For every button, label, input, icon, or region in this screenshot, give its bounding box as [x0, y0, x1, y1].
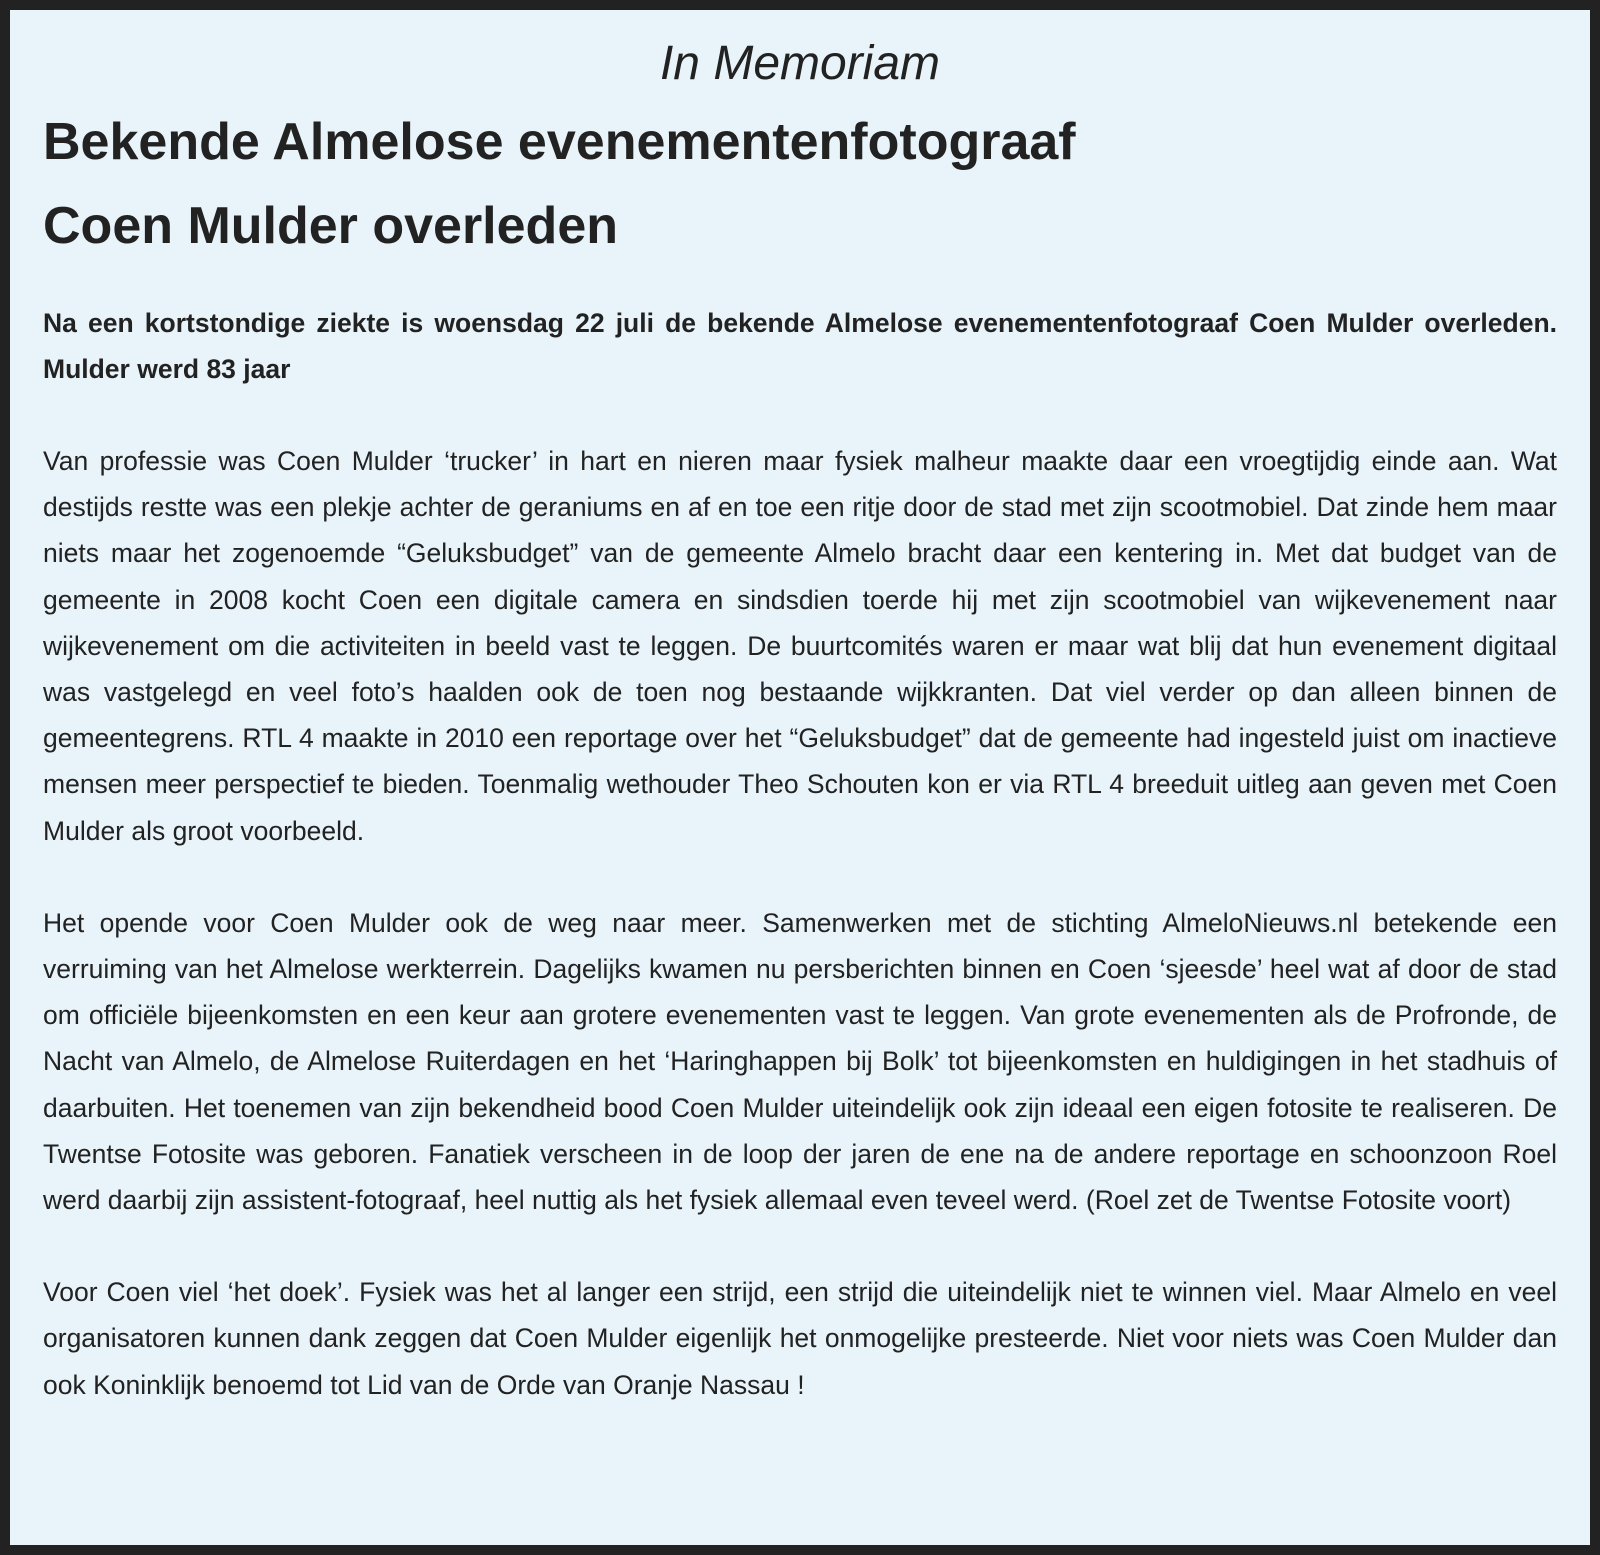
headline: [43, 100, 1557, 268]
article-card: [10, 10, 1590, 1545]
lead-paragraph: Na een kortstondige ziekte is woensdag 22 juli de bekende Almelose evenementenfotograaf Coen Mulder overleden. Mulder werd 83 jaar: [43, 308, 1557, 384]
headline-line-2: Coen Mulder overleden: [43, 197, 618, 255]
headline-line-1: Bekende Almelose evenementenfotograaf: [43, 113, 1076, 171]
body-paragraph-2: Het opende voor Coen Mulder ook de weg naar meer. Samenwerken met de stichting AlmeloNieuws.nl betekende een verruiming van het Almelose werkterrein. Dagelijks kwamen nu persberichten binnen en Coen ‘sjeesde’ heel wat af door de stad om officiële bijeenkomsten en een keur aan grotere evenementen vast te leggen. Van grote evenementen als de Profronde, de Nacht van Almelo, de Almelose Ruiterdagen en het ‘Haringhappen bij Bolk’ tot bijeenkomsten en huldigingen in het stadhuis of daarbuiten. Het toenemen van zijn bekendheid bood Coen Mulder uiteindelijk ook zijn ideaal een eigen fotosite te realiseren. De Twentse Fotosite was geboren. Fanatiek verscheen in de loop der jaren de ene na de andere reportage en schoonzoon Roel werd daarbij zijn assistent-fotograaf, heel nuttig als het fysiek allemaal even teveel werd. (Roel zet de Twentse Fotosite voort): [43, 907, 1557, 1216]
kicker-in-memoriam: In Memoriam: [659, 37, 941, 90]
body-paragraph-3: Voor Coen viel ‘het doek’. Fysiek was het al langer een strijd, een strijd die uiteindelijk niet te winnen viel. Maar Almelo en veel organisatoren kunnen dank zeggen dat Coen Mulder eigenlijk het onmogelijke presteerde. Niet voor niets was Coen Mulder dan ook Koninklijk benoemd tot Lid van de Orde van Oranje Nassau !: [43, 1277, 1557, 1400]
body-paragraph-1: Van professie was Coen Mulder ‘trucker’ in hart en nieren maar fysiek malheur maakte daar een vroegtijdig einde aan. Wat destijds restte was een plekje achter de geraniums en af en toe een ritje door de stad met zijn scootmobiel. Dat zinde hem maar niets maar het zogenoemde “Geluksbudget” van de gemeente Almelo bracht daar een kentering in. Met dat budget van de gemeente in 2008 kocht Coen een digitale camera en sindsdien toerde hij met zijn scootmobiel van wijkevenement naar wijkevenement om die activiteiten in beeld vast te leggen. De buurtcomités waren er maar wat blij dat hun evenement digitaal was vastgelegd en veel foto’s haalden ook de toen nog bestaande wijkkranten. Dat viel verder op dan alleen binnen de gemeentegrens. RTL 4 maakte in 2010 een reportage over het “Geluksbudget” dat de gemeente had ingesteld juist om inactieve mensen meer perspectief te bieden. Toenmalig wethouder Theo Schouten kon er via RTL 4 breeduit uitleg aan geven met Coen Mulder als groot voorbeeld.: [43, 446, 1557, 846]
